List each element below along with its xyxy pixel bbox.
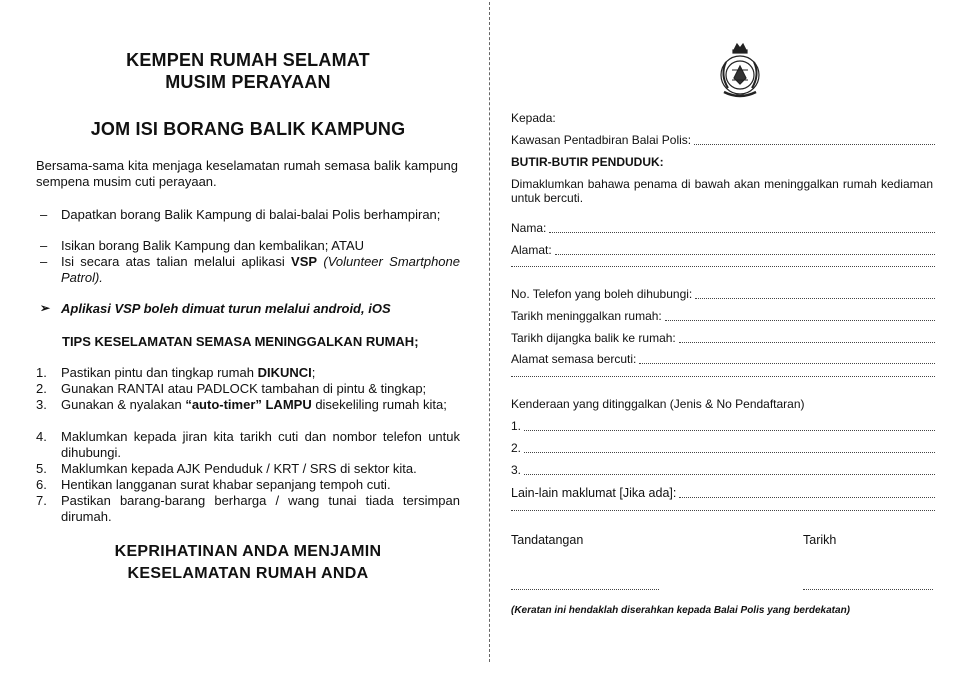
closing-line2: KESELAMATAN RUMAH ANDA xyxy=(127,565,369,582)
nama-label: Nama: xyxy=(511,221,547,235)
tip-text xyxy=(61,365,460,381)
kenderaan-2-label: 2. xyxy=(511,441,522,455)
tip-item-2 xyxy=(36,381,460,397)
kepada-line xyxy=(511,111,935,125)
tip-number: 2. xyxy=(36,381,47,396)
dash-marker: – xyxy=(40,238,48,253)
kawasan-field[interactable] xyxy=(511,133,935,147)
tip-number: 6. xyxy=(36,477,47,492)
tarikh-balik-dots[interactable] xyxy=(679,341,935,343)
tip-item-4 xyxy=(36,429,460,460)
kepada-label: Kepada: xyxy=(511,111,556,125)
dimaklumkan-paragraph: Dimaklumkan bahawa penama di bawah akan meninggalkan rumah kediaman untuk bercuti. xyxy=(511,177,933,205)
alamat-field[interactable] xyxy=(511,243,935,257)
kenderaan-2-dots[interactable] xyxy=(524,451,935,453)
tip-text-c: disekeliling rumah kita; xyxy=(311,397,447,412)
tandatangan-label: Tandatangan xyxy=(511,533,584,547)
vsp-bold: VSP xyxy=(291,254,318,269)
tip-text: Hentikan langganan surat khabar sepanjang tempoh cuti. xyxy=(61,477,391,492)
date-dots[interactable] xyxy=(803,588,933,590)
tarikh-balik-field[interactable] xyxy=(511,331,935,345)
tip-text-bold: DIKUNCI xyxy=(257,365,312,380)
cut-line xyxy=(489,2,490,662)
vsp-italic: (Volunteer Smartphone Patrol). xyxy=(61,254,460,285)
tip-item-5 xyxy=(36,461,460,477)
signature-dots[interactable] xyxy=(511,588,659,590)
butir-heading: BUTIR-BUTIR PENDUDUK: xyxy=(511,155,664,169)
lain-lain-dots[interactable] xyxy=(679,496,935,498)
campaign-subtitle: JOM ISI BORANG BALIK KAMPUNG xyxy=(90,119,406,139)
tip-item-1 xyxy=(36,365,460,381)
alamat-field-line2[interactable] xyxy=(511,265,935,269)
alamat-cuti-field[interactable] xyxy=(511,352,935,366)
tarikh-tinggal-label: Tarikh meninggalkan rumah: xyxy=(511,309,662,323)
alamat-dots[interactable] xyxy=(555,253,935,255)
kenderaan-3-label: 3. xyxy=(511,463,522,477)
tip-number: 4. xyxy=(36,429,47,444)
kenderaan-1-label: 1. xyxy=(511,419,522,433)
lain-lain-field-line2[interactable] xyxy=(511,509,935,513)
tip-text-bold: “auto-timer” LAMPU xyxy=(185,397,312,412)
dash-item-text xyxy=(61,254,460,285)
tip-number: 1. xyxy=(36,365,47,380)
tarikh-balik-label: Tarikh dijangka balik ke rumah: xyxy=(511,331,676,345)
kawasan-label: Kawasan Pentadbiran Balai Polis: xyxy=(511,133,692,147)
dash-marker: – xyxy=(40,254,48,269)
nama-field[interactable] xyxy=(511,221,935,235)
dash-item-text: Isikan borang Balik Kampung dan kembalikan; ATAU xyxy=(61,238,365,253)
intro-paragraph: Bersama-sama kita menjaga keselamatan rumah semasa balik kampung sempena musim cuti perayaan. xyxy=(36,158,458,189)
telefon-dots[interactable] xyxy=(695,297,935,299)
footnote: (Keratan ini hendaklah diserahkan kepada Balai Polis yang berdekatan) xyxy=(511,605,851,616)
tip-text: Gunakan RANTAI atau PADLOCK tambahan di pintu & tingkap; xyxy=(61,381,427,396)
tarikh-tinggal-field[interactable] xyxy=(511,309,935,323)
nama-dots[interactable] xyxy=(549,231,935,233)
arrow-icon: ➢ xyxy=(40,301,51,315)
telefon-label: No. Telefon yang boleh dihubungi: xyxy=(511,287,693,301)
police-crest-icon xyxy=(710,40,770,102)
tip-item-6 xyxy=(36,477,460,493)
tip-text-a: Pastikan pintu dan tingkap rumah xyxy=(61,365,258,380)
campaign-title-line1: KEMPEN RUMAH SELAMAT xyxy=(126,50,370,70)
kenderaan-1-field[interactable] xyxy=(511,419,935,433)
tip-text-c: ; xyxy=(311,365,316,380)
campaign-title-line2: MUSIM PERAYAAN xyxy=(165,72,331,92)
tip-text-a: Gunakan & nyalakan xyxy=(61,397,186,412)
closing-line1: KEPRIHATINAN ANDA MENJAMIN xyxy=(114,543,382,560)
tip-number: 5. xyxy=(36,461,47,476)
dash-item-2 xyxy=(36,238,460,254)
dash-item-text: Dapatkan borang Balik Kampung di balai-balai Polis berhampiran; xyxy=(61,207,441,222)
lain-lain-label: Lain-lain maklumat [Jika ada]: xyxy=(511,486,677,500)
tip-item-3 xyxy=(36,397,460,413)
alamat-label: Alamat: xyxy=(511,243,552,257)
kenderaan-2-field[interactable] xyxy=(511,441,935,455)
alamat-cuti-label: Alamat semasa bercuti: xyxy=(511,352,637,366)
kenderaan-3-field[interactable] xyxy=(511,463,935,477)
tip-text: Maklumkan kepada AJK Penduduk / KRT / SRS di sektor kita. xyxy=(61,461,417,476)
lain-lain-dots-2[interactable] xyxy=(511,509,935,511)
vsp-download-note xyxy=(36,301,460,316)
telefon-field[interactable] xyxy=(511,287,935,301)
tarikh-tinggal-dots[interactable] xyxy=(665,319,935,321)
tip-item-7 xyxy=(36,493,460,524)
alamat-dots-2[interactable] xyxy=(511,265,935,267)
alamat-cuti-dots-2[interactable] xyxy=(511,375,935,377)
vsp-download-text: Aplikasi VSP boleh dimuat turun melalui android, iOS xyxy=(61,301,391,316)
tip-text xyxy=(61,397,460,413)
tarikh-label: Tarikh xyxy=(803,533,837,547)
dash-item-text-a: Isi secara atas talian melalui aplikasi xyxy=(61,254,292,269)
dash-marker: – xyxy=(40,207,48,222)
kenderaan-3-dots[interactable] xyxy=(524,473,935,475)
kenderaan-label: Kenderaan yang ditinggalkan (Jenis & No Pendaftaran) xyxy=(511,397,805,411)
tip-number: 7. xyxy=(36,493,47,508)
alamat-cuti-dots[interactable] xyxy=(639,362,935,364)
tip-number: 3. xyxy=(36,397,47,412)
kenderaan-heading xyxy=(511,397,935,411)
dash-item-1 xyxy=(36,207,460,223)
dash-item-3 xyxy=(36,254,460,285)
kenderaan-1-dots[interactable] xyxy=(524,429,935,431)
alamat-cuti-field-line2[interactable] xyxy=(511,375,935,379)
tip-text: Maklumkan kepada jiran kita tarikh cuti dan nombor telefon untuk dihubungi. xyxy=(61,429,460,460)
tips-heading: TIPS KESELAMATAN SEMASA MENINGGALKAN RUMAH; xyxy=(62,334,419,349)
tip-text: Pastikan barang-barang berharga / wang tunai tiada tersimpan dirumah. xyxy=(61,493,460,524)
lain-lain-field[interactable] xyxy=(511,486,935,500)
kawasan-dots[interactable] xyxy=(694,143,935,145)
